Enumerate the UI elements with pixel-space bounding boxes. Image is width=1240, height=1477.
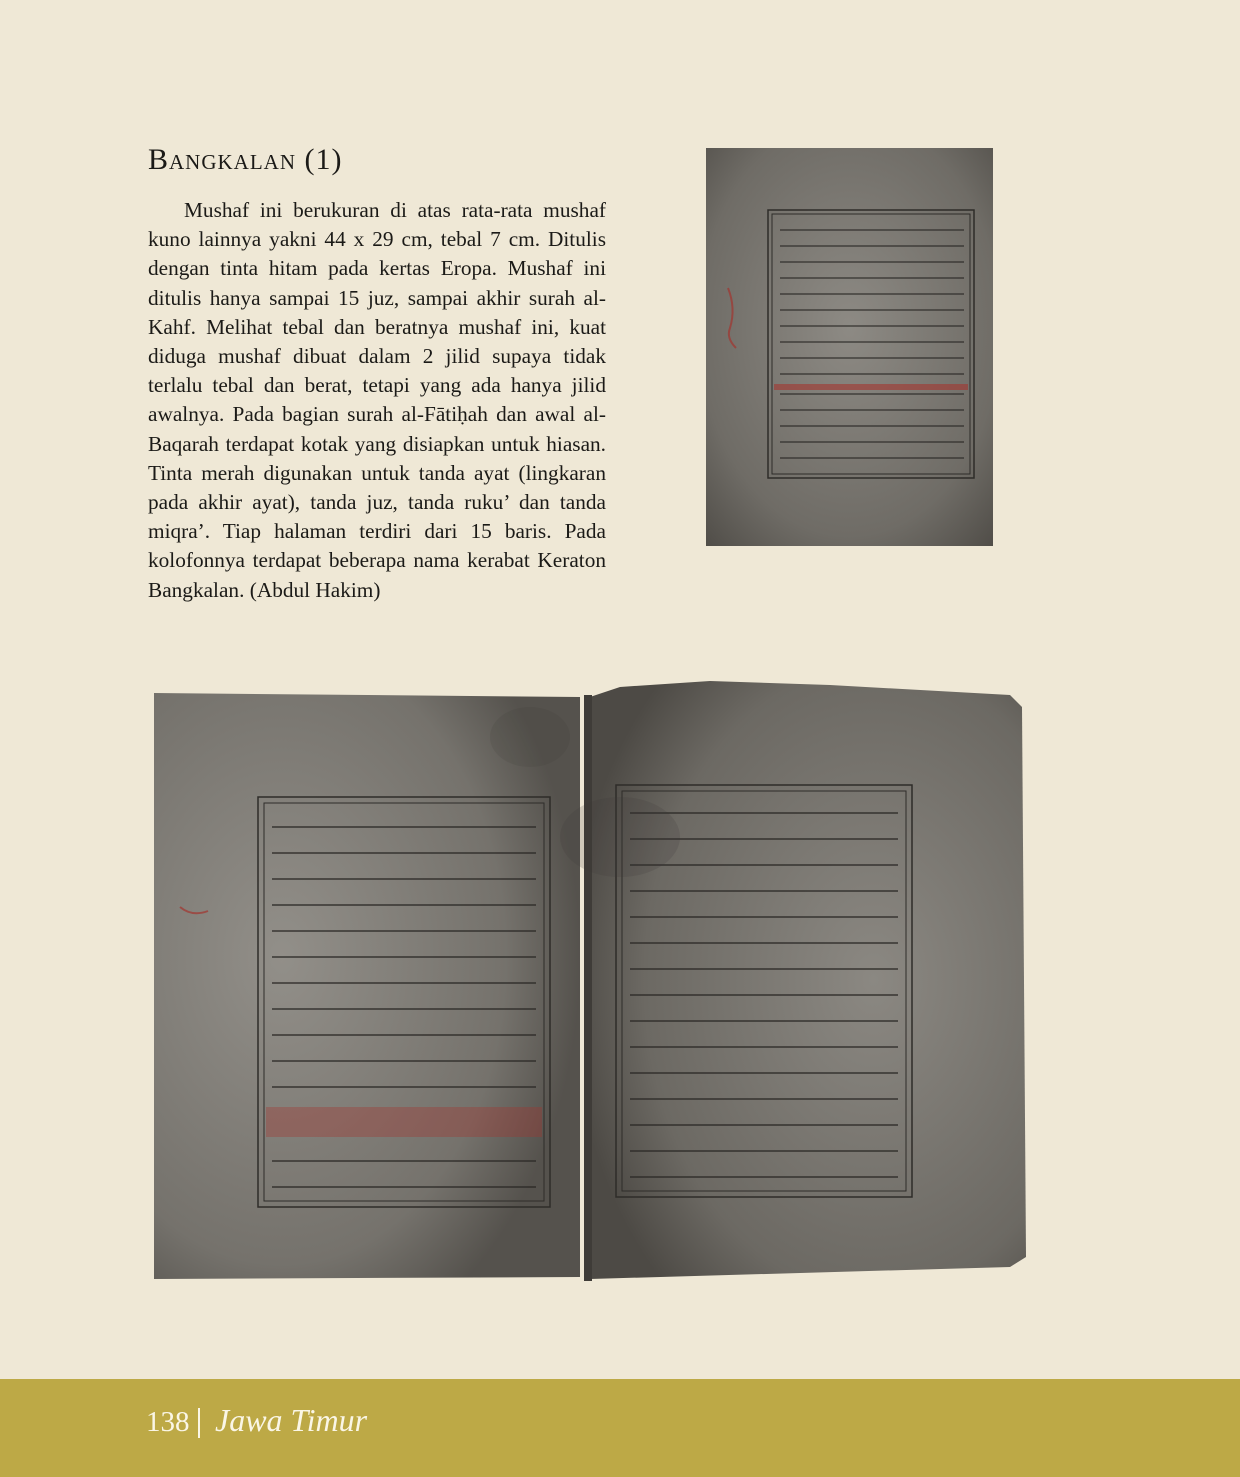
footer-separator	[198, 1408, 200, 1438]
page-number: 138	[146, 1406, 190, 1438]
article-title: Bangkalan (1)	[148, 143, 343, 176]
open-manuscript-photo	[150, 667, 1035, 1289]
region-name: Jawa Timur	[215, 1402, 368, 1438]
article-body: Mushaf ini berukuran di atas rata-rata mushaf kuno lainnya yakni 44 x 29 cm, tebal 7 cm. Ditulis dengan tinta hitam pada kertas Eropa. Mushaf ini ditulis hanya sampai 15 juz, sampai akhir surah al-Kahf. Melihat tebal dan beratnya mushaf ini, kuat diduga mushaf dibuat dalam 2 jilid supaya tidak terlalu tebal dan berat, tetapi yang ada hanya jilid awalnya. Pada bagian surah al-Fātiḥah dan awal al-Baqarah terdapat kotak yang disiapkan untuk hiasan. Tinta merah digunakan untuk tanda ayat (lingkaran pada akhir ayat), tanda juz, tanda ruku’ dan tanda miqra’. Tiap halaman terdiri dari 15 baris. Pada kolofonnya terdapat beberapa nama kerabat Keraton Bangkalan. (Abdul Hakim)	[148, 198, 606, 602]
manuscript-cover-photo	[706, 148, 993, 546]
